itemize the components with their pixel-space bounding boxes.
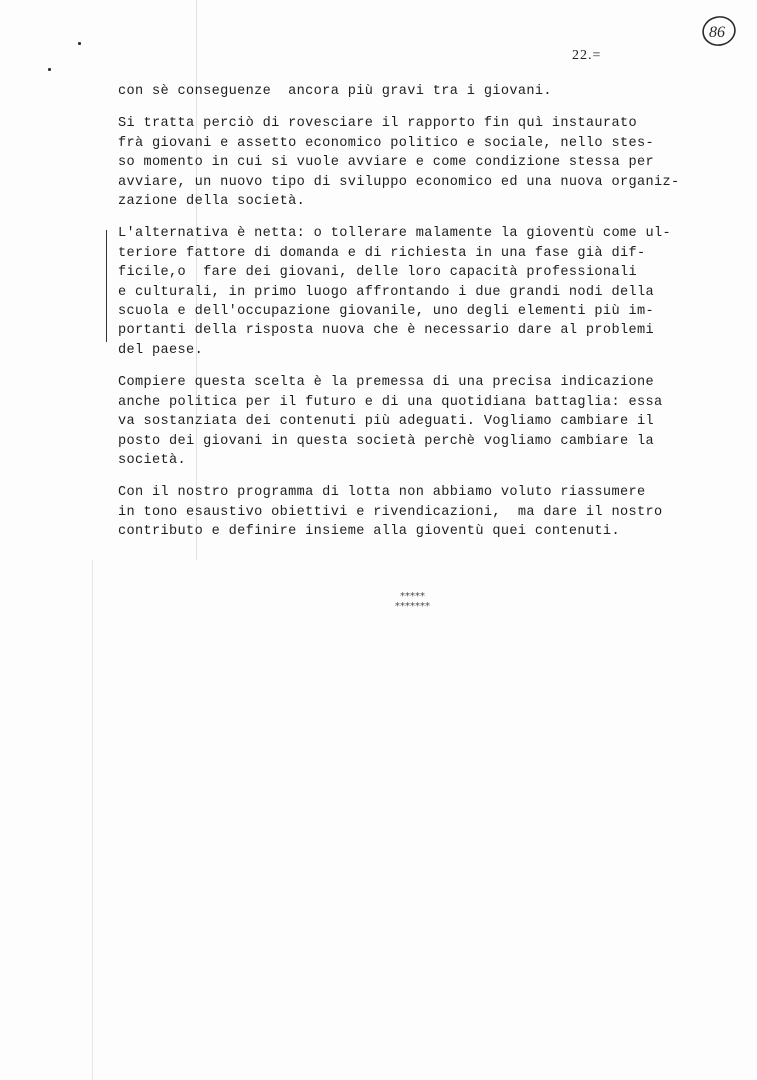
text-line: avviare, un nuovo tipo di sviluppo economico ed una nuova organiz- <box>118 174 680 190</box>
text-line: va sostanziata dei contenuti più adeguati. Vogliamo cambiare il <box>118 414 654 430</box>
asterisk-row: ******* <box>394 601 430 612</box>
page-number: 22.= <box>572 48 602 63</box>
text-line: frà giovani e assetto economico politico e sociale, nello stes- <box>118 135 654 151</box>
text-line: portanti della risposta nuova che è necessario dare al problemi <box>118 323 654 339</box>
text-line: società. <box>118 452 187 468</box>
paragraph <box>118 114 728 211</box>
end-of-text-asterisks <box>372 592 452 612</box>
paragraph <box>118 483 728 541</box>
margin-bracket-line <box>106 230 107 342</box>
asterisk-row: ***** <box>399 591 425 602</box>
fold-line <box>92 560 93 1080</box>
ink-speck <box>48 68 51 71</box>
text-line: teriore fattore di domanda e di richiesta in una fase già dif- <box>118 245 646 261</box>
text-line: Si tratta perciò di rovesciare il rapporto fin quì instaurato <box>118 116 637 132</box>
text-line: zazione della società. <box>118 194 306 210</box>
paragraph <box>118 224 728 360</box>
text-line: e culturali, in primo luogo affrontando i due grandi nodi della <box>118 284 654 300</box>
paragraph <box>118 82 728 101</box>
text-line: L'alternativa è netta: o tollerare malamente la gioventù come ul- <box>118 226 671 242</box>
text-line: del paese. <box>118 342 204 358</box>
text-line: Con il nostro programma di lotta non abbiamo voluto riassumere <box>118 485 646 501</box>
text-line: in tono esaustivo obiettivi e rivendicazioni, ma dare il nostro <box>118 504 663 520</box>
text-line: Compiere questa scelta è la premessa di una precisa indicazione <box>118 375 654 391</box>
archive-stamp-86 <box>700 14 738 48</box>
ink-speck <box>78 42 81 45</box>
text-line: contributo e definire insieme alla gioventù quei contenuti. <box>118 524 620 540</box>
paragraph <box>118 373 728 470</box>
text-line: scuola e dell'occupazione giovanile, uno degli elementi più im- <box>118 304 654 320</box>
svg-text:86: 86 <box>709 24 725 41</box>
text-line: anche politica per il futuro e di una quotidiana battaglia: essa <box>118 394 663 410</box>
document-body <box>118 82 728 555</box>
text-line: posto dei giovani in questa società perchè vogliamo cambiare la <box>118 433 654 449</box>
text-line: con sè conseguenze ancora più gravi tra i giovani. <box>118 84 552 99</box>
text-line: ficile,o fare dei giovani, delle loro capacità professionali <box>118 265 637 281</box>
text-line: so momento in cui si vuole avviare e come condizione stessa per <box>118 155 654 171</box>
